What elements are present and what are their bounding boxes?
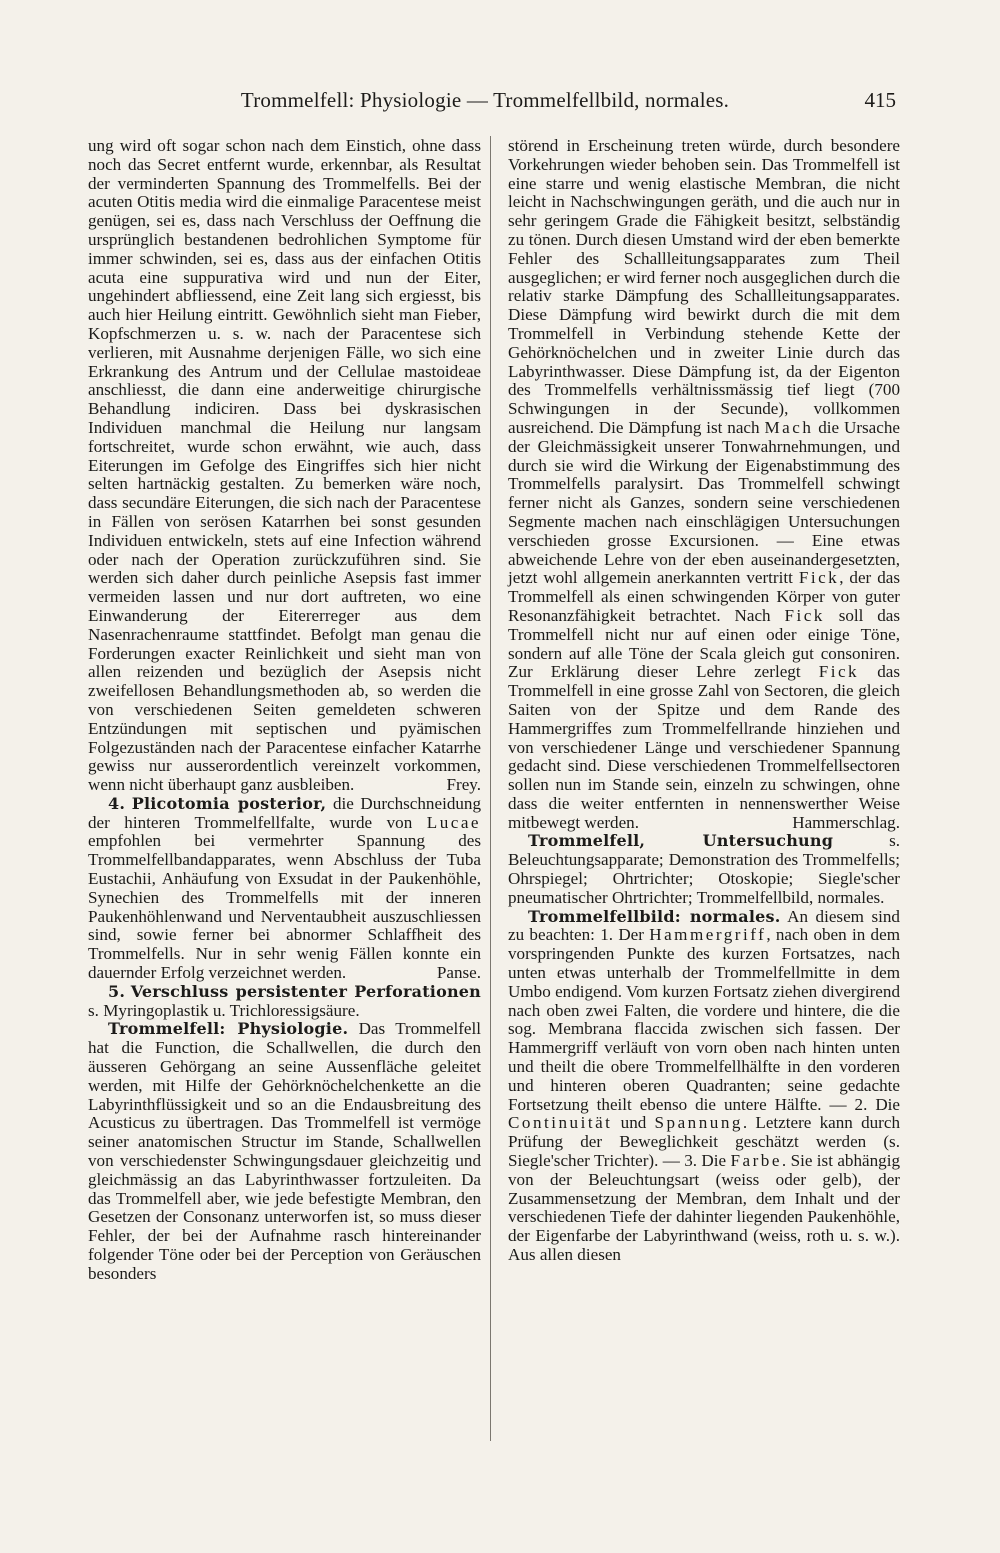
entry-text: und	[620, 1113, 647, 1133]
term: Spannung	[654, 1113, 743, 1133]
physiologie-continued	[508, 137, 900, 832]
paragraph-text: ung wird oft sogar schon nach dem Einstich, ohne dass noch das Secret entfernt wurde, erkennbar, als Resultat der verminderten Spannung des Trommelfells. Bei der acuten Otitis media wird die einmalige Paracentese meist genügen, sei es, dass nach Verschluss der Oeffnung die ursprünglich bestandenen bedrohlichen Symptome für immer schwinden, sei es, dass aus der einfachen Otitis acuta eine suppurativa wird und nun der Eiter, ungehindert abfliessend, eine Zeit lang sich ergiesst, bis auch hier Heilung eintritt. Gewöhnlich sieht man Fieber, Kopfschmerzen u. s. w. nach der Paracentese sich verlieren, mit Ausnahme derjenigen Fälle, wo sich eine Erkrankung des Antrum und der Cellulae mastoideae anschliesst, die dann eine anderweitige chirurgische Behandlung indiciren. Dass bei dyskrasischen Individuen manchmal die Heilung nur langsam fortschreitet, wurde schon erwähnt, wie auch, dass Eiterungen im Gefolge des Eingriffes sich hier nicht selten hartnäckig gestalten. Zu bemerken wäre noch, dass secundäre Eiterungen, die sich nach der Paracentese in Fällen von serösen Katarrhen bei sonst gesunden Individuen entwickeln, stets auf eine Infection während oder nach der Operation zurückzuführen sind. Sie werden sich daher durch peinliche Asepsis fast immer vermeiden lassen und nur dort auftreten, wo eine Einwanderung der Eitererreger aus dem Nasenrachenraume stattfindet. Befolgt man genau die Forderungen exacter Reinlichkeit und sieht man von allen reizenden und bezüglich der Asepsis nicht zweifellosen Behandlungsmethoden ab, so werden die von verschiedenen Seiten gemeldeten schweren Entzündungen mit septischen und pyämischen Folgezuständen nach der Paracentese einfacher Katarrhe gewiss nur ausserordentlich vereinzelt vorkommen, wenn nicht überhaupt ganz ausbleiben.	[88, 136, 481, 795]
person-name: Fick	[784, 605, 825, 625]
paragraph-text: das Trommelfell in eine grosse Zahl von Sectoren, die gleich Saiten von der Spitze und dem Rande des Hammergriffes zum Trommelfellrande hinziehen und von verschiedener Länge und verschiedener Spannung gedacht sind. Diese verschiedenen Trommelfellsectoren sollen nun im Stande sein, einzeln zu schwingen, ohne dass die weiter entfernten in nennenswerther Weise mitbewegt werden.	[508, 662, 901, 832]
author-signature: Frey.	[446, 775, 481, 795]
plicotomia-entry	[88, 795, 481, 983]
paracentese-paragraph	[88, 137, 481, 795]
right-column	[508, 137, 900, 1265]
person-name: Fick	[818, 662, 860, 682]
verschluss-entry	[88, 983, 481, 1021]
entry-number: 5.	[108, 981, 126, 1001]
entry-number: 4.	[108, 793, 126, 813]
person-name: Lucae	[426, 812, 481, 832]
untersuchung-entry	[508, 832, 900, 907]
trommelfellbild-entry	[508, 908, 900, 1265]
physiologie-entry	[88, 1020, 481, 1283]
entry-text: Das Trommelfell hat die Function, die Schallwellen, die durch den äusseren Gehörgang an seine Aussenfläche geleitet werden, mit Hilfe der Gehörknöchelchenkette an die Labyrinthflüssigkeit und so an die Endausbreitung des Acusticus zu übertragen. Das Trommelfell ist vermöge seiner anatomischen Structur im Stande, Schallwellen von verschiedenster Schwingungsdauer gleichzeitig und gleichmässig an das Labyrinthwasser fortzuleiten. Da das Trommelfell aber, wie jede befestigte Membran, den Gesetzen der Consonanz unterworfen ist, so muss dieser Fehler, der bei der Aufnahme rasch hintereinander folgender Töne oder bei der Perception von Geräuschen besonders	[88, 1019, 481, 1283]
paragraph-text: , der das Trommelfell als einen schwingenden Körper von guter Resonanzfähigkeit betrachtet. Nach	[508, 568, 900, 625]
person-name: Fick	[798, 568, 840, 588]
entry-text: , nach oben in dem vorspringenden Punkte des kurzen Fortsatzes, nach unten etwas unterhalb der Trommelfellmitte in dem Umbo endigend. Vom kurzen Fortsatz ziehen divergirend nach oben zwei Falten, die vordere und hintere, die die sog. Membrana flaccida zwischen sich fassen. Der Hammergriff verläuft von vorn oben nach hinten unten und theilt die obere Trommelfellhälfte in den vorderen und hinteren oberen Quadranten; seine gedachte Fortsetzung theilt ebenso die untere Hälfte. — 2. Die	[508, 925, 900, 1114]
entry-text: . Sie ist abhängig von der Beleuchtungsart (weiss oder gelb), der Zusammensetzung der Membran, dem Inhalt und der verschiedenen Tiefe der dahinter liegenden Paukenhöhle, der Eigenfarbe der Labyrinthwand (weiss, roth u. s. w.). Aus allen diesen	[508, 1151, 900, 1265]
entry-heading: Plicotomia posterior,	[131, 793, 327, 813]
entry-heading: Trommelfell: Physiologie.	[108, 1019, 349, 1039]
paragraph-text: die Ursache der Gleichmässigkeit unserer Tonwahrnehmungen, und durch sie wird die Wirkung der Eigenabstimmung des Trommelfells paralysirt. Das Trommelfell schwingt ferner nicht als Ganzes, sondern seine verschiedenen Segmente machen nach einschlägigen Untersuchungen verschieden grosse Excursionen. — Eine etwas abweichende Lehre von der eben auseinandergesetzten, jetzt wohl allgemein anerkannten vertritt	[508, 417, 900, 588]
entry-heading: Trommelfellbild: normales.	[528, 906, 781, 926]
author-signature: Hammerschlag.	[792, 812, 900, 832]
paragraph-text: soll das Trommelfell nicht nur auf einen oder einige Töne, sondern auf alle Töne der Scala gleich gut consoniren. Zur Erklärung dieser Lehre zerlegt	[508, 605, 901, 682]
entry-text: s. Beleuchtungsapparate; Demonstration des Trommelfells; Ohrspiegel; Ohrtrichter; Otoskopie; Siegle'scher pneumatischer Ohrtrichter; Trommelfellbild, normales.	[508, 831, 900, 907]
author-signature: Panse.	[436, 963, 481, 983]
left-column	[88, 137, 481, 1284]
term: Hammergriff	[649, 925, 767, 945]
entry-text: die Durchschneidung der hinteren Trommelfellfalte, wurde von	[88, 793, 482, 832]
term: Farbe	[730, 1151, 782, 1171]
person-name: Mach	[764, 417, 814, 437]
entry-text: . Letztere kann durch Prüfung der Beweglichkeit geschätzt werden (s. Siegle'scher Trichter). — 3. Die	[508, 1113, 900, 1171]
running-head: Trommelfell: Physiologie — Trommelfellbild, normales.	[240, 88, 730, 112]
entry-text: s. Myringoplastik u. Trichloressigsäure.	[88, 1000, 360, 1020]
entry-text: empfohlen bei vermehrter Spannung des Trommelfellbandapparates, wenn Abschluss der Tuba Eustachii, Anhäufung von Exsudat in der Paukenhöhle, Synechien des Trommelfells mit der inneren Paukenhöhlenwand und Nerventaubheit auszuschliessen sind, sowie ferner bei abnormer Schlaffheit des Trommelfells. Nur in sehr wenig Fällen konnte ein dauernder Erfolg verzeichnet werden.	[88, 831, 481, 983]
paragraph-text: störend in Erscheinung treten würde, durch besondere Vorkehrungen wieder behoben sein. Das Trommelfell ist eine starre und wenig elastische Membran, die nicht leicht in Nachschwingungen geräth, und die auch nur in sehr geringem Grade die Fähigkeit besitzt, selbständig zu tönen. Durch diesen Umstand wird der eben bemerkte Fehler des Schallleitungsapparates zum Theil ausgeglichen; er wird ferner noch ausgeglichen durch die relativ starke Dämpfung des Schallleitungsapparates. Diese Dämpfung wird bewirkt durch die mit dem Trommelfell in Verbindung stehende Kette der Gehörknöchelchen und in zweiter Linie durch das Labyrinthwasser. Diese Dämpfung ist, da der Eigenton des Trommelfells verhältnissmässig tief liegt (700 Schwingungen in der Secunde), vollkommen ausreichend. Die Dämpfung ist nach	[508, 136, 900, 437]
entry-text: An diesem sind zu beachten: 1. Der	[508, 906, 900, 945]
page-number: 415	[864, 88, 896, 112]
column-divider	[490, 136, 491, 1441]
term: Continuität	[508, 1113, 613, 1133]
entry-heading: Verschluss persistenter Perforationen	[130, 981, 481, 1001]
entry-heading: Trommelfell, Untersuchung	[528, 831, 834, 851]
